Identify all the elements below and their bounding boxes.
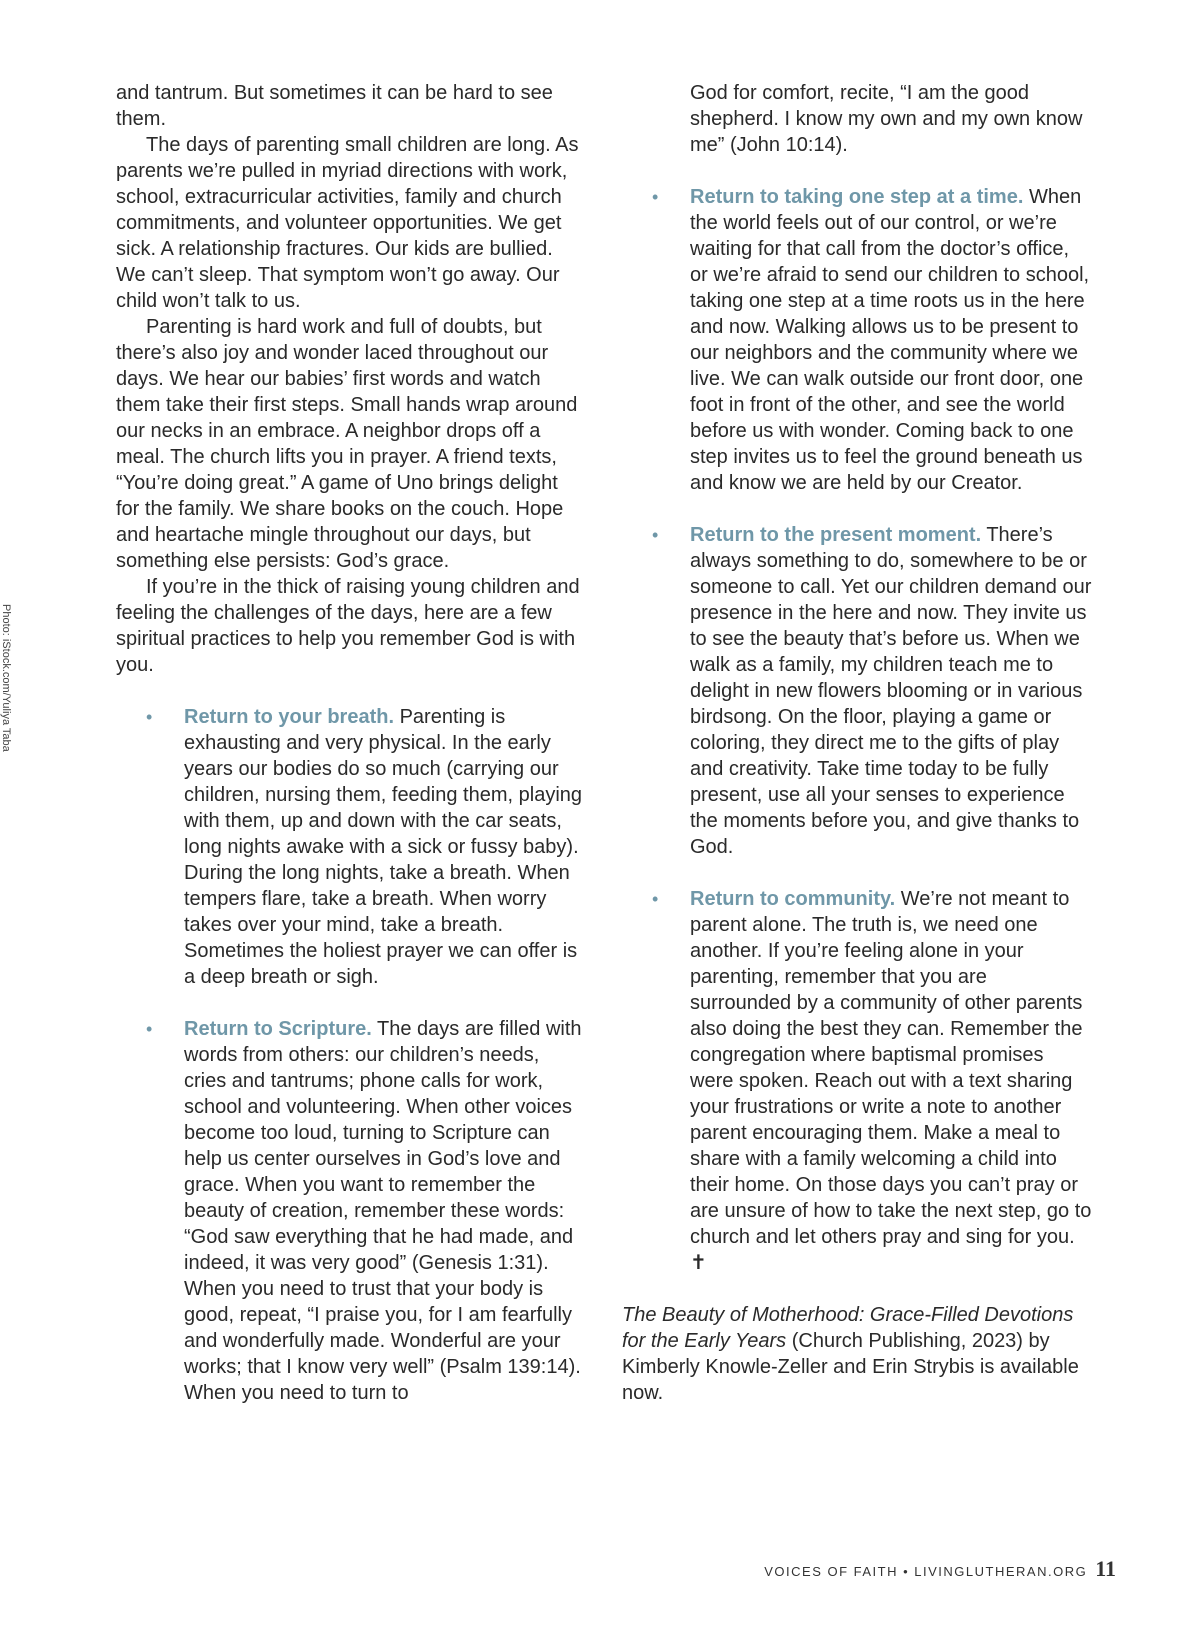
book-credit — [622, 1302, 1092, 1406]
paragraph-joy: Parenting is hard work and full of doubts, but there’s also joy and wonder laced throughout our days. We hear our babies’ first words and watch them take their first steps. Small hands wrap around our necks in an embrace. A neighbor drops off a meal. The church lifts you in prayer. A friend texts, “You’re doing great.” A game of Uno brings delight for the family. We share books on the couch. Hope and heartache mingle throughout our days, but something else persists: God’s grace. — [116, 316, 578, 572]
bullet-icon: • — [652, 889, 659, 909]
practice-breath — [116, 704, 586, 990]
book-title: The Beauty of Motherhood: Grace-Filled Devotions for the Early Years — [622, 1304, 1074, 1352]
practice-text: Parenting is exhausting and very physical. In the early years our bodies do so much (carrying our children, nursing them, feeding them, playing with them, up and down with the car seats, long nights awake with a sick or fussy baby). During the long nights, take a breath. When tempers flare, take a breath. When worry takes over your mind, take a breath. Sometimes the holiest prayer we can offer is a deep breath or sigh. — [184, 706, 583, 988]
bullet-icon: • — [652, 187, 659, 207]
left-column — [116, 80, 586, 1432]
practice-present-moment — [622, 522, 1092, 860]
practice-one-step — [622, 184, 1092, 496]
paragraph-long-days: The days of parenting small children are long. As parents we’re pulled in myriad directions with work, school, extracurricular activities, family and church commitments, and volunteer opportunities. We get sick. A relationship fractures. Our kids are bullied. We can’t sleep. That symptom won’t go away. Our child won’t talk to us. — [116, 134, 579, 312]
practices-list-right — [622, 184, 1092, 1276]
photo-credit: Photo: iStock.com/Yuliya Taba — [0, 604, 12, 752]
practices-list-left — [116, 704, 586, 1406]
bullet-icon: • — [652, 525, 659, 545]
page-number: 11 — [1095, 1556, 1116, 1581]
practice-heading: Return to community. — [690, 888, 896, 910]
practice-text: The days are filled with words from others: our children’s needs, cries and tantrums; phone calls for work, school and volunteering. When other voices become too loud, turning to Scripture can help us center ourselves in God’s love and grace. When you want to remember the beauty of creation, remember these words: “God saw everything that he had made, and indeed, it was very good” (Genesis 1:31). When you need to trust that your body is good, repeat, “I praise you, for I am fearfully and wonderfully made. Wonderful are your works; that I know very well” (Psalm 139:14). When you need to turn to — [184, 1018, 582, 1404]
footer-label: VOICES OF FAITH • LIVINGLUTHERAN.ORG — [764, 1564, 1088, 1579]
practice-text: There’s always something to do, somewhere to be or someone to call. Yet our children demand our presence in the here and now. They invite us to see the beauty that’s before us. When we walk as a family, my children teach me to delight in new flowers blooming or in various birdsong. On the floor, playing a game or coloring, they direct me to the gifts of play and creativity. Take time today to be fully present, use all your senses to experience the moments before you, and give thanks to God. — [690, 524, 1092, 858]
practice-text: When the world feels out of our control, or we’re waiting for that call from the doctor’s office, or we’re afraid to send our children to school, taking one step at a time roots us in the here and now. Walking allows us to be present to our neighbors and the community where we live. We can walk outside our front door, one foot in front of the other, and see the world before us with wonder. Coming back to one step invites us to feel the ground beneath us and know we are held by our Creator. — [690, 186, 1090, 494]
practice-heading: Return to the present moment. — [690, 524, 982, 546]
bullet-icon: • — [146, 1019, 153, 1039]
page-footer — [764, 1556, 1116, 1582]
practice-heading: Return to Scripture. — [184, 1018, 372, 1040]
practice-community — [622, 886, 1092, 1276]
paragraph-intro: and tantrum. But sometimes it can be hard to see them. — [116, 82, 553, 130]
practice-heading: Return to your breath. — [184, 706, 395, 728]
right-column — [622, 80, 1092, 1406]
practice-text: We’re not meant to parent alone. The truth is, we need one another. If you’re feeling alone in your parenting, remember that you are surrounded by a community of other parents also doing the best they can. Remember the congregation where baptismal promises were spoken. Reach out with a text sharing your frustrations or write a note to another parent encouraging them. Make a meal to share with a family welcoming a child into their home. On those days you can’t pray or are unsure of how to take the next step, go to church and let others pray and sing for you. ✝ — [690, 888, 1092, 1274]
scripture-continuation: God for comfort, recite, “I am the good shepherd. I know my own and my own know me” (John 10:14). — [690, 82, 1083, 156]
practice-heading: Return to taking one step at a time. — [690, 186, 1024, 208]
book-credit-rest: (Church Publishing, 2023) by Kimberly Knowle-Zeller and Erin Strybis is available now. — [622, 1330, 1079, 1404]
practice-scripture — [116, 1016, 586, 1406]
paragraph-practices-intro: If you’re in the thick of raising young children and feeling the challenges of the days, here are a few spiritual practices to help you remember God is with you. — [116, 576, 580, 676]
bullet-icon: • — [146, 707, 153, 727]
